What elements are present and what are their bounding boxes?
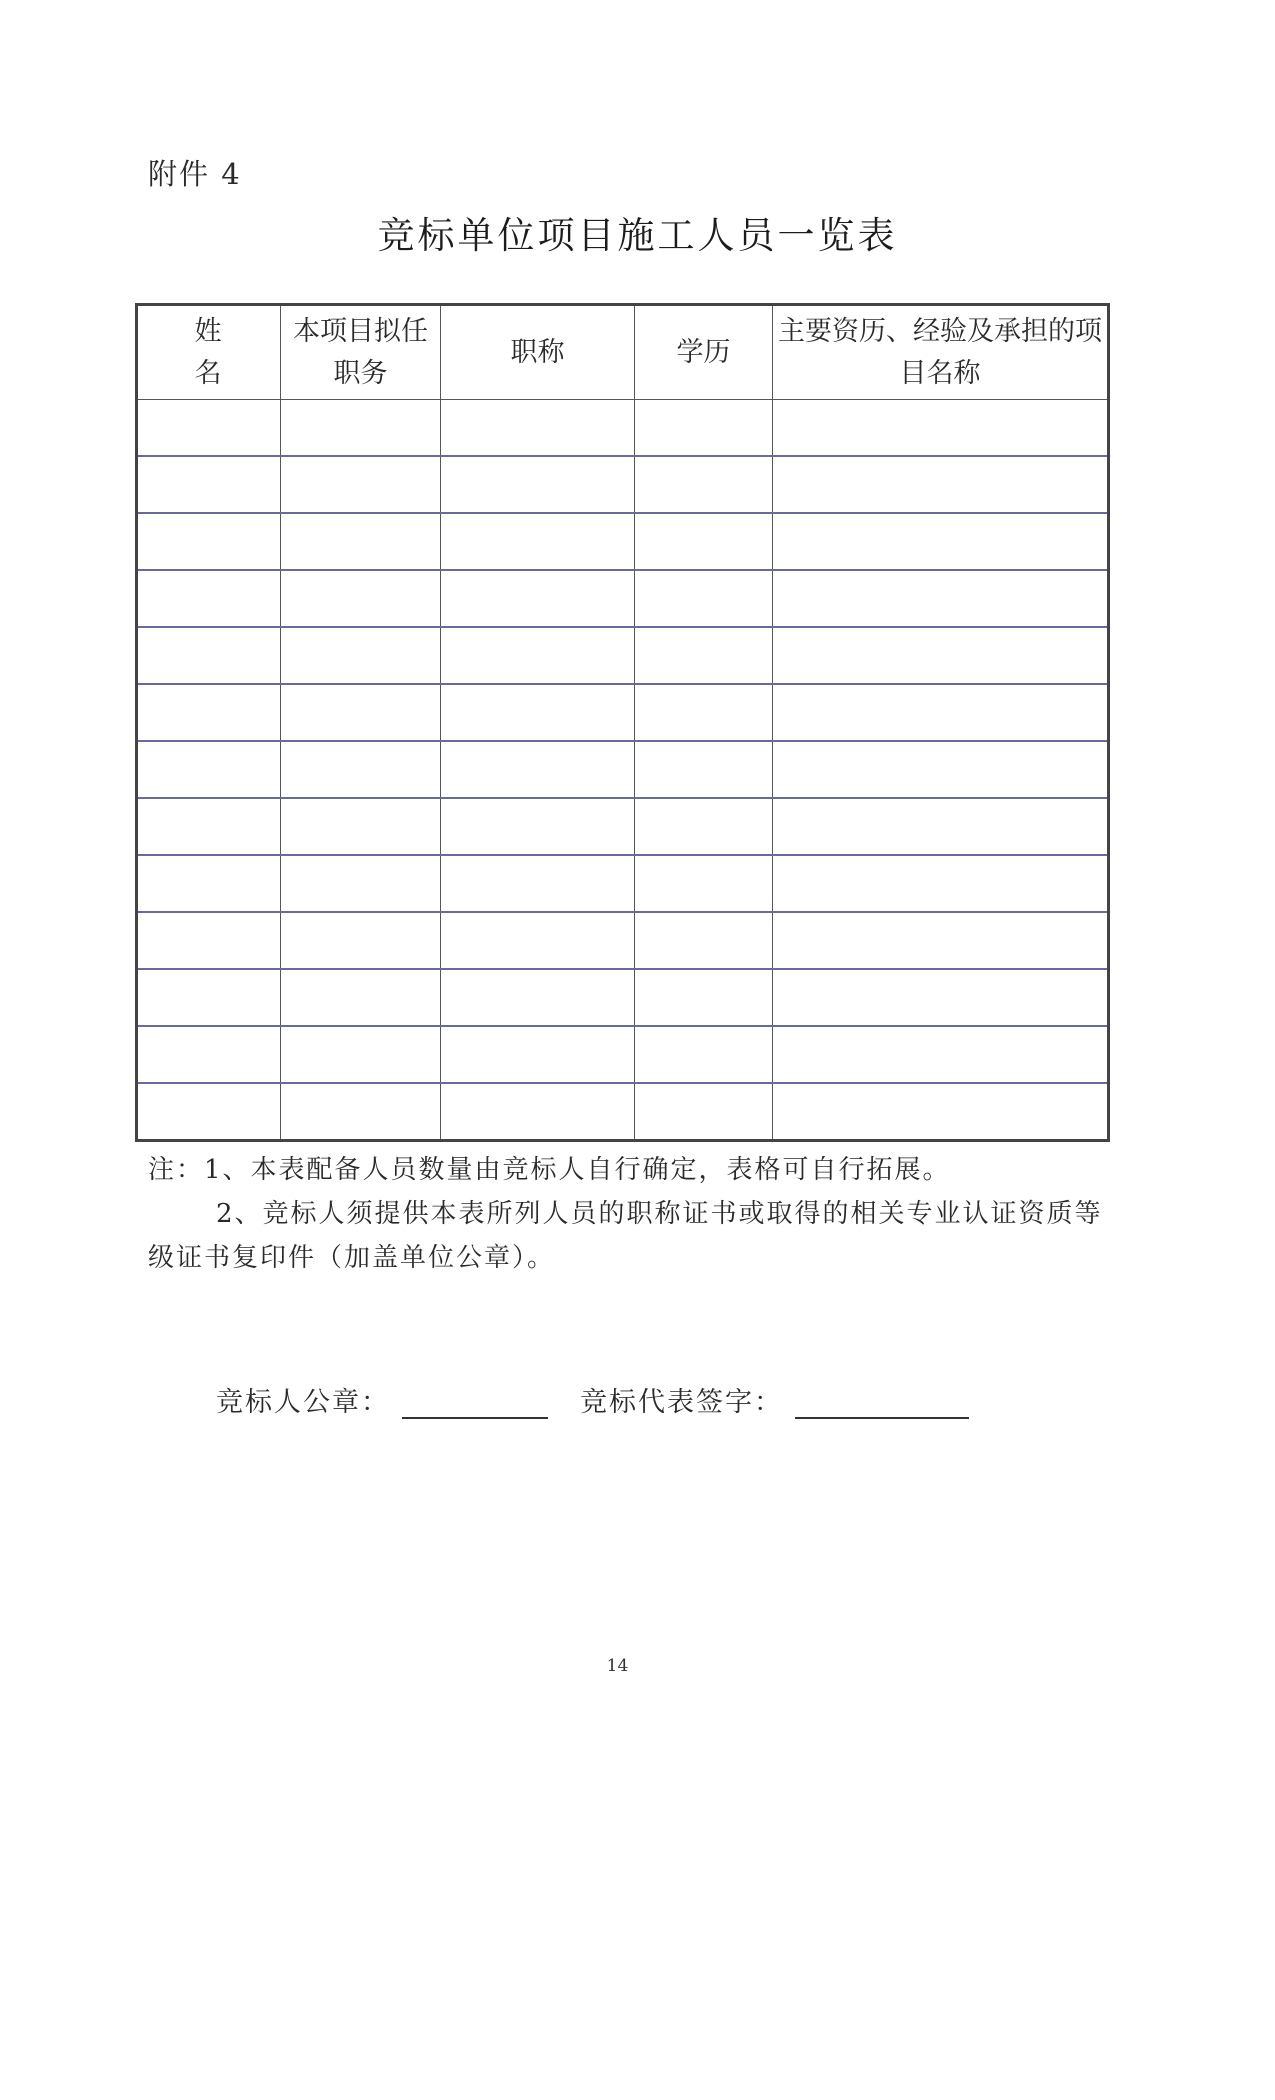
- cell-title[interactable]: [441, 513, 635, 570]
- cell-experience[interactable]: [773, 855, 1109, 912]
- signature-row: [216, 1380, 969, 1419]
- cell-position[interactable]: [281, 684, 441, 741]
- cell-experience[interactable]: [773, 627, 1109, 684]
- cell-experience[interactable]: [773, 456, 1109, 513]
- staff-table: [135, 303, 1110, 1142]
- table-row: [137, 1083, 1109, 1141]
- cell-name[interactable]: [137, 912, 281, 969]
- cell-title[interactable]: [441, 1026, 635, 1083]
- header-name: 姓 名: [137, 305, 281, 400]
- cell-title[interactable]: [441, 912, 635, 969]
- header-experience: 主要资历、经验及承担的项目名称: [773, 305, 1109, 400]
- cell-title[interactable]: [441, 400, 635, 457]
- cell-education[interactable]: [635, 969, 773, 1026]
- cell-experience[interactable]: [773, 969, 1109, 1026]
- cell-position[interactable]: [281, 456, 441, 513]
- table-header-row: [137, 305, 1109, 400]
- cell-position[interactable]: [281, 912, 441, 969]
- cell-title[interactable]: [441, 627, 635, 684]
- cell-education[interactable]: [635, 400, 773, 457]
- cell-education[interactable]: [635, 741, 773, 798]
- cell-position[interactable]: [281, 513, 441, 570]
- cell-experience[interactable]: [773, 684, 1109, 741]
- cell-education[interactable]: [635, 627, 773, 684]
- cell-experience[interactable]: [773, 400, 1109, 457]
- cell-name[interactable]: [137, 1083, 281, 1141]
- cell-name[interactable]: [137, 741, 281, 798]
- cell-name[interactable]: [137, 855, 281, 912]
- cell-position[interactable]: [281, 798, 441, 855]
- table-row: [137, 741, 1109, 798]
- header-position: 本项目拟任职务: [281, 305, 441, 400]
- cell-experience[interactable]: [773, 741, 1109, 798]
- document-title: 竞标单位项目施工人员一览表: [377, 214, 898, 257]
- cell-name[interactable]: [137, 1026, 281, 1083]
- cell-experience[interactable]: [773, 912, 1109, 969]
- table-row: [137, 513, 1109, 570]
- seal-label: 竞标人公章：: [216, 1387, 390, 1418]
- table-row: [137, 912, 1109, 969]
- cell-name[interactable]: [137, 684, 281, 741]
- cell-name[interactable]: [137, 400, 281, 457]
- table-row: [137, 684, 1109, 741]
- cell-title[interactable]: [441, 969, 635, 1026]
- cell-title[interactable]: [441, 798, 635, 855]
- cell-title[interactable]: [441, 570, 635, 627]
- table-row: [137, 570, 1109, 627]
- cell-position[interactable]: [281, 570, 441, 627]
- cell-title[interactable]: [441, 1083, 635, 1141]
- cell-education[interactable]: [635, 513, 773, 570]
- cell-experience[interactable]: [773, 513, 1109, 570]
- cell-education[interactable]: [635, 456, 773, 513]
- cell-experience[interactable]: [773, 798, 1109, 855]
- header-title: 职称: [441, 305, 635, 400]
- cell-title[interactable]: [441, 741, 635, 798]
- cell-position[interactable]: [281, 969, 441, 1026]
- cell-experience[interactable]: [773, 1083, 1109, 1141]
- table-body: [137, 400, 1109, 1141]
- cell-title[interactable]: [441, 855, 635, 912]
- table-row: [137, 855, 1109, 912]
- cell-name[interactable]: [137, 570, 281, 627]
- table-row: [137, 969, 1109, 1026]
- table-row: [137, 400, 1109, 457]
- cell-name[interactable]: [137, 513, 281, 570]
- cell-name[interactable]: [137, 627, 281, 684]
- cell-education[interactable]: [635, 912, 773, 969]
- representative-label: 竞标代表签字：: [580, 1387, 783, 1418]
- cell-position[interactable]: [281, 741, 441, 798]
- header-education: 学历: [635, 305, 773, 400]
- representative-signature-blank[interactable]: [795, 1387, 969, 1419]
- cell-education[interactable]: [635, 1026, 773, 1083]
- table-row: [137, 798, 1109, 855]
- cell-education[interactable]: [635, 1083, 773, 1141]
- note-1: 注：1、本表配备人员数量由竞标人自行确定，表格可自行拓展。: [148, 1155, 951, 1185]
- cell-position[interactable]: [281, 627, 441, 684]
- cell-position[interactable]: [281, 855, 441, 912]
- cell-experience[interactable]: [773, 1026, 1109, 1083]
- cell-education[interactable]: [635, 684, 773, 741]
- cell-education[interactable]: [635, 798, 773, 855]
- cell-education[interactable]: [635, 855, 773, 912]
- cell-name[interactable]: [137, 969, 281, 1026]
- seal-blank[interactable]: [402, 1387, 548, 1419]
- cell-position[interactable]: [281, 1026, 441, 1083]
- cell-title[interactable]: [441, 684, 635, 741]
- notes-section: [148, 1148, 1108, 1280]
- cell-name[interactable]: [137, 798, 281, 855]
- table-row: [137, 627, 1109, 684]
- note-2: 2、竞标人须提供本表所列人员的职称证书或取得的相关专业认证资质等级证书复印件（加盖单位公章）。: [148, 1199, 1103, 1273]
- attachment-label: 附件 4: [148, 157, 242, 191]
- table-row: [137, 1026, 1109, 1083]
- cell-experience[interactable]: [773, 570, 1109, 627]
- cell-position[interactable]: [281, 400, 441, 457]
- cell-name[interactable]: [137, 456, 281, 513]
- table-row: [137, 456, 1109, 513]
- cell-education[interactable]: [635, 570, 773, 627]
- cell-title[interactable]: [441, 456, 635, 513]
- page-number: 14: [606, 1656, 629, 1676]
- cell-position[interactable]: [281, 1083, 441, 1141]
